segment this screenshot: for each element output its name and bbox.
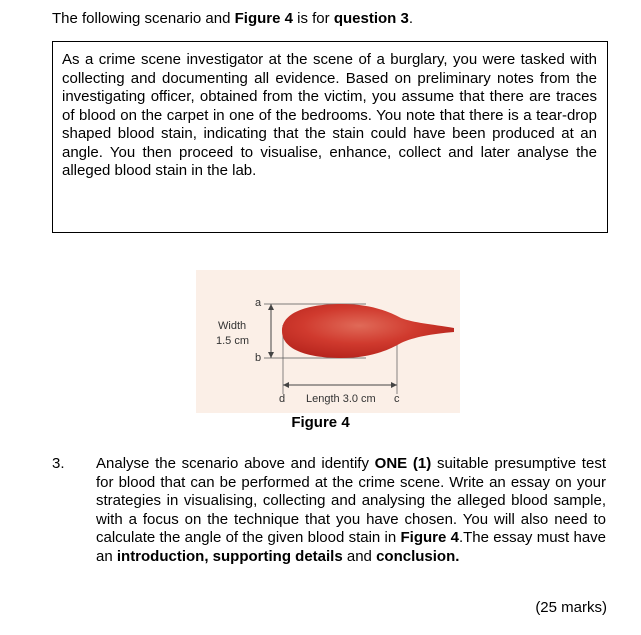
length-label: Length 3.0 cm [306,393,376,405]
intro-text-mid: is for [292,10,334,27]
blood-stain-diagram [196,270,460,413]
point-d-label: d [279,393,286,405]
intro-line [52,10,413,28]
point-c-label: c [394,393,400,405]
blood-stain-shape [282,304,454,358]
length-arrowhead-right [391,382,397,388]
question-bold3: introduction, supporting details [116,547,343,565]
width-value: 1.5 cm [216,335,250,347]
width-label: Width [218,320,247,332]
width-arrowhead-bottom [268,352,274,358]
question-bold2: Figure 4 [400,529,459,546]
point-a-label: a [255,297,262,309]
question-part2: suitable presumptive test for blood that can be performed at the crime scene. Write an essay on your strategies in visualising, collecting and analysing the alleged blood sample, with a focus on the technique that you have chosen. You will also need to calculate the angle of the given blood stain in [96,455,606,546]
intro-figure-ref: Figure 4 [234,10,293,27]
width-arrowhead-top [268,304,274,310]
point-b-label: b [255,352,262,364]
blood-stain-figure [196,270,460,413]
question-number: 3. [52,455,65,472]
question-part4: and [342,547,377,565]
question-bold4: conclusion. [376,547,460,565]
figure-caption: Figure 4 [291,414,350,431]
intro-question-ref: question 3 [333,10,409,27]
length-arrowhead-left [283,382,289,388]
intro-text-post: . [408,10,413,27]
question-text [96,455,606,566]
scenario-text: As a crime scene investigator at the scene of a burglary, you were tasked with collecting and documenting all evidence. Based on preliminary notes from the investigating officer, obtained from the victim, you assume that there are traces of blood on the carpet in one of the bedrooms. You note that there is a tear-drop shaped blood stain, indicating that the stain could have been produced at an angle. You then proceed to visualise, enhance, collect and later analyse the alleged blood stain in the lab. [62,51,597,179]
question-bold1: ONE (1) [374,455,432,472]
question-part1: Analyse the scenario above and identify [96,455,375,472]
marks-label: (25 marks) [535,599,607,616]
intro-text-pre: The following scenario and [52,10,235,27]
scenario-box [52,41,608,233]
question-part3: .The essay must have an [96,529,607,565]
